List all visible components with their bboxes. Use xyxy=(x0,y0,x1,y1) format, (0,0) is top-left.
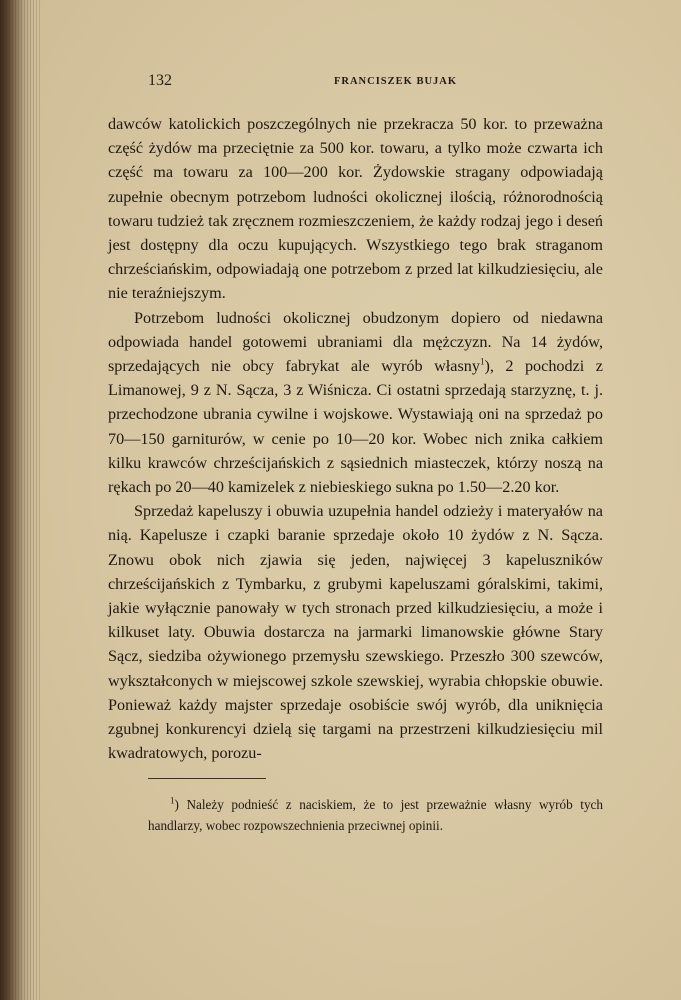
paragraph-2-start: Potrzebom ludności okolicznej obudzonym dopiero od niedawna odpowiada handel gotowemi ubraniami dla mężczyzn. Na 14 żydów, sprzedających nie obcy fabrykat ale wyrób własny xyxy=(108,308,603,376)
footnote-divider xyxy=(148,778,266,779)
footnote-text: ) Należy podnieść z naciskiem, że to jest przeważnie własny wyrób tych handlarzy, wobec rozpowszechnienia przeciwnej opinii. xyxy=(148,797,603,833)
paragraph-1: dawców katolickich poszczególnych nie przekracza 50 kor. to przeważna część żydów ma przeciętnie za 500 kor. towaru, a tylko może czwarta ich część ma towaru za 100—200 kor. Żydowskie stragany odpowiadają zupełnie obecnym potrzebom ludności okolicznej ilością, różnorodnością towaru tudzież tak zręcznem rozmieszczeniem, że każdy rodzaj jego i deseń jest dostępny dla oczu kupujących. Wszystkiego tego brak straganom chrześciańskim, odpowiadają one potrzebom z przed lat kilkudziesięciu, ale nie teraźniejszym. xyxy=(108,115,603,303)
running-head: FRANCISZEK BUJAK xyxy=(333,76,458,87)
paragraph-3: Sprzedaż kapeluszy i obuwia uzupełnia handel odzieży i materyałów na nią. Kapelusze i czapki baranie sprzedaje około 10 żydów z N. Sącza. Znowu obok nich zjawia się jeden, najwięcej 3 kapeluszników chrześcijańskich z Tymbarku, z grubymi kapeluszami góralskimi, takimi, jakie wyłącznie panowały w tych stronach przed kilkudziesięciu, a może i kilkuset laty. Obuwia dostarcza na jarmarki limanowskie główne Stary Sącz, siedziba ożywionego przemysłu szewskiego. Przeszło 300 szewców, wykształconych w miejscowej szkole szewskiej, wyrabia chłopskie obuwie. Ponieważ każdy majster sprzedaje osobiście swój wyrób, dla uniknięcia zgubnej konkurencyi dzielą się targami na przestrzeni kilkudziesięciu mil kwadratowych, porozu- xyxy=(108,502,603,763)
footnote-mark: 1 xyxy=(170,795,175,806)
book-page-edges xyxy=(0,0,40,1000)
paragraph-2 xyxy=(108,306,603,500)
footnote-reference: 1 xyxy=(479,356,485,367)
page-header xyxy=(148,72,643,96)
paragraph-2-rest: ), 2 pochodzi z Limanowej, 9 z N. Sącza, 3 z Wiśnicza. Ci ostatni sprzedają starzyznę, t. j. przechodzone ubrania cywilne i wojskowe. Wystawiają oni na sprzedaż po 70—150 garniturów, w cenie po 10—20 kor. Wobec nich znika całkiem kilku krawców chrześcijańskich z sąsiednich miasteczek, którzy noszą na rękach po 20—40 kamizelek z niebieskiego sukna po 1.50—2.20 kor. xyxy=(108,357,603,497)
page-number: 132 xyxy=(148,72,172,89)
body-text xyxy=(108,112,603,765)
footnote xyxy=(148,794,603,836)
